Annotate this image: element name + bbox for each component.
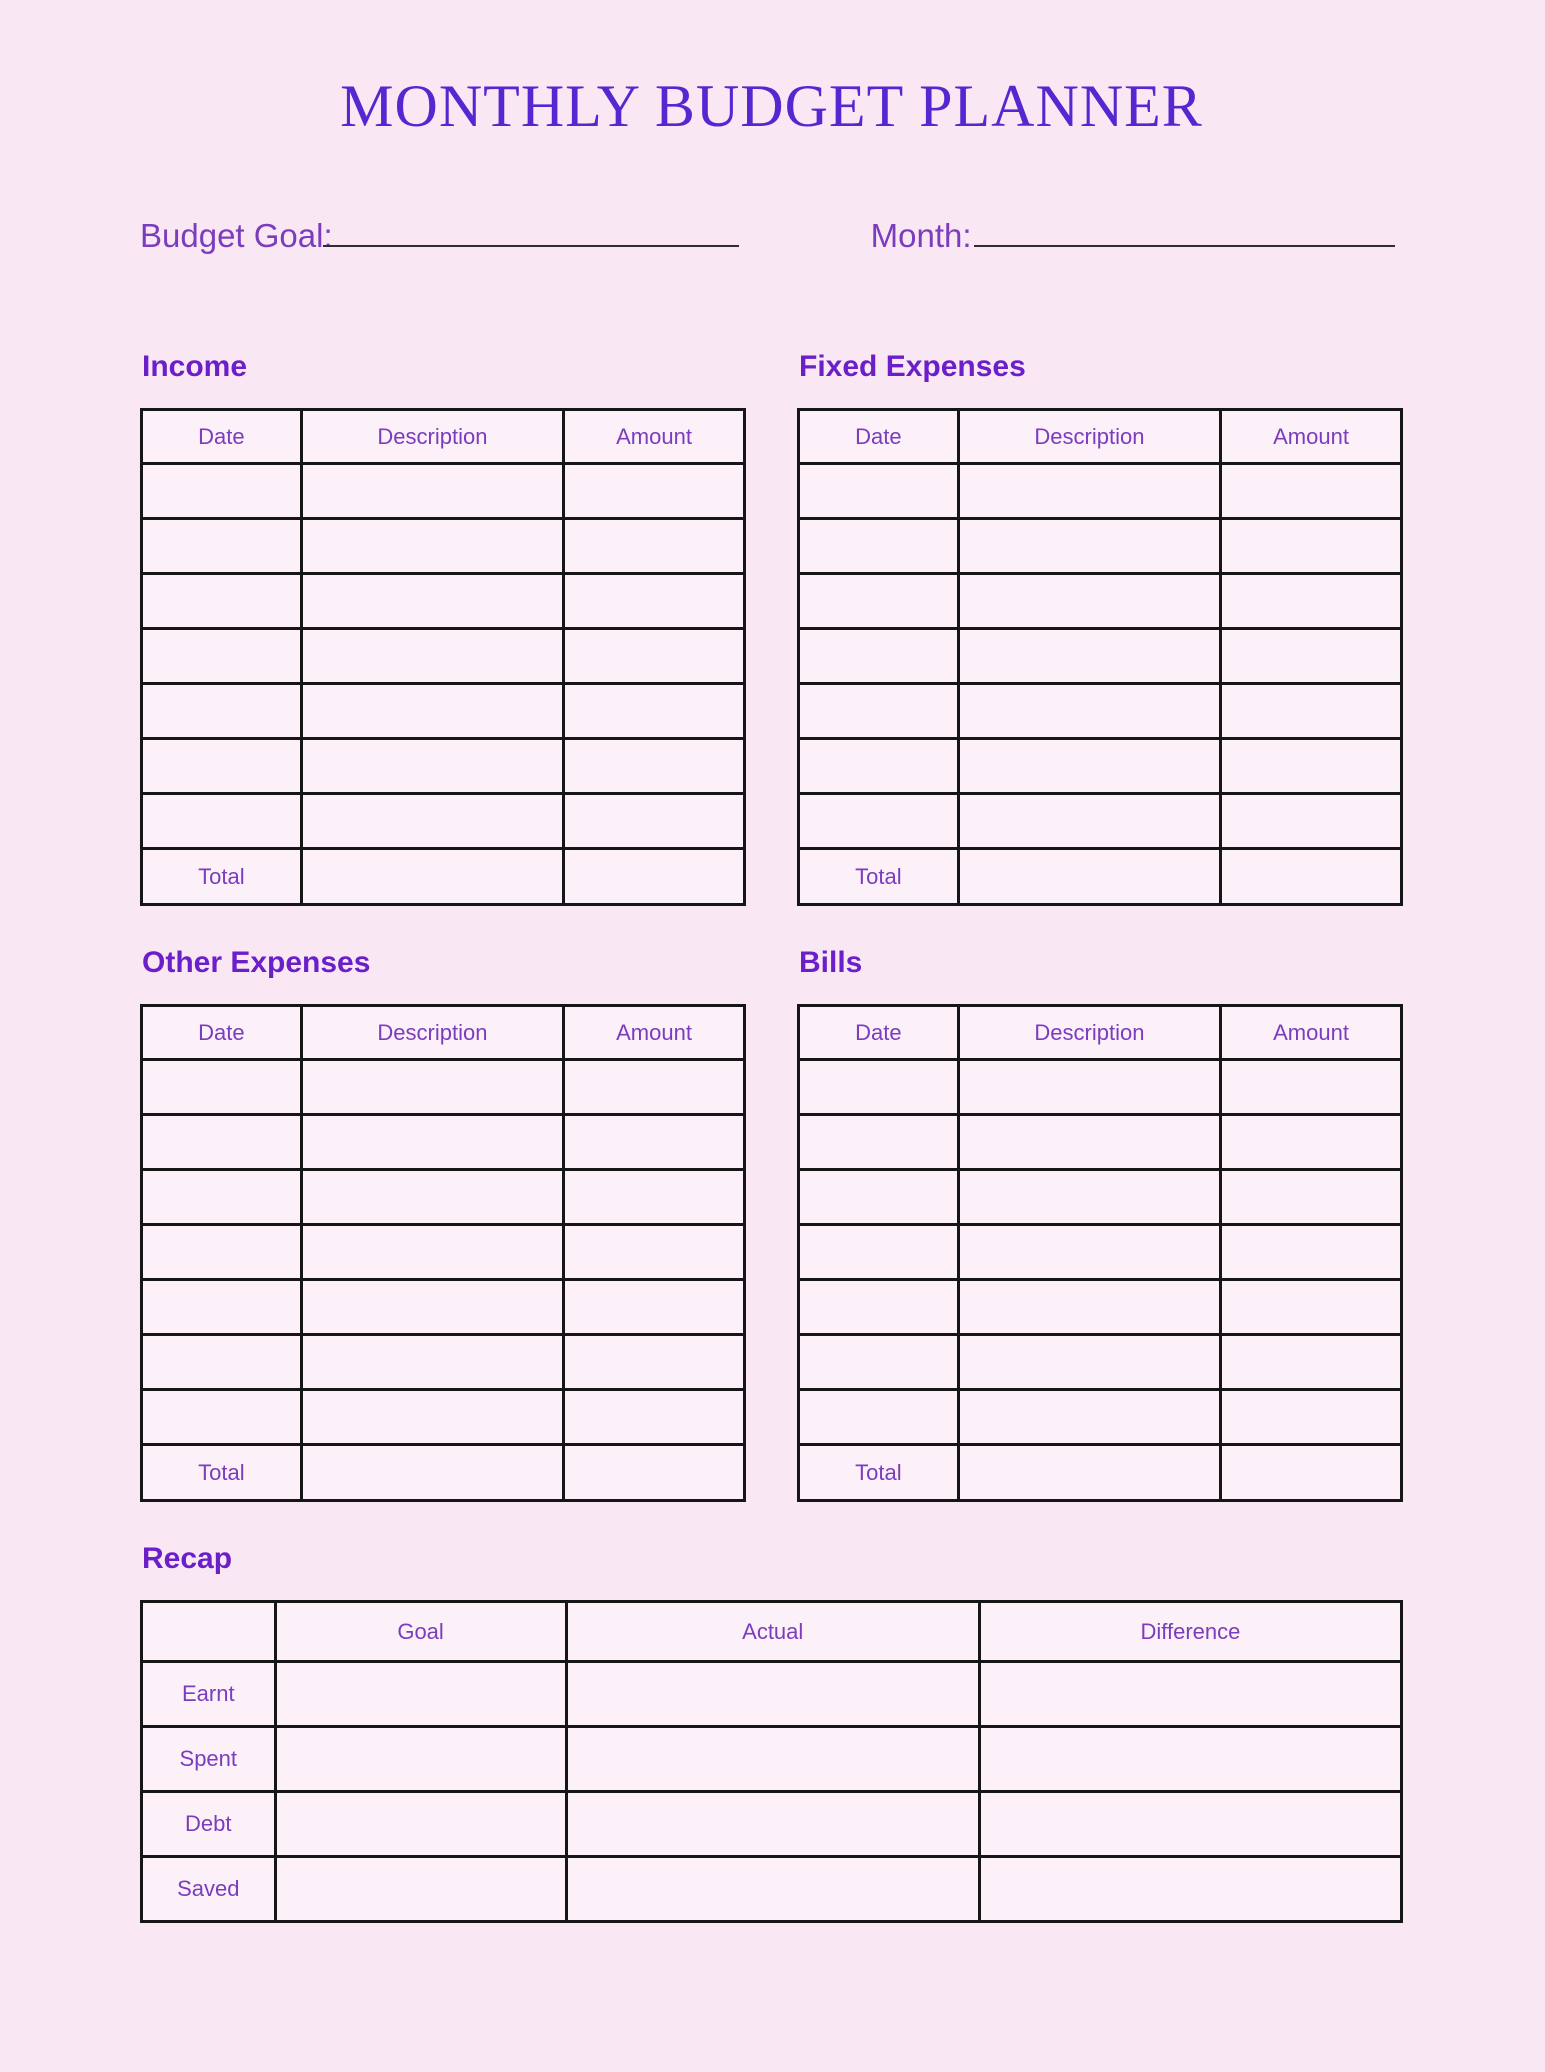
table-header-row xyxy=(799,1006,1402,1060)
entry-row xyxy=(142,1225,745,1280)
entry-description-cell[interactable] xyxy=(958,684,1220,739)
entry-description-cell[interactable] xyxy=(301,794,563,849)
section-fixed-expenses xyxy=(797,350,1403,906)
recap-row-label: Saved xyxy=(142,1857,276,1922)
entry-row xyxy=(142,1335,745,1390)
table-header-row xyxy=(142,410,745,464)
entry-date-cell[interactable] xyxy=(142,629,302,684)
entry-row xyxy=(799,574,1402,629)
entry-description-cell[interactable] xyxy=(958,1390,1220,1445)
column-header-amount: Amount xyxy=(1221,410,1402,464)
entry-amount-cell[interactable] xyxy=(1221,519,1402,574)
column-header-actual: Actual xyxy=(566,1602,979,1662)
entry-amount-cell[interactable] xyxy=(564,519,745,574)
column-header-amount: Amount xyxy=(564,1006,745,1060)
column-header-goal: Goal xyxy=(275,1602,566,1662)
column-header-date: Date xyxy=(799,1006,959,1060)
entry-date-cell[interactable] xyxy=(142,1390,302,1445)
entry-date-cell[interactable] xyxy=(799,574,959,629)
spent-difference-cell[interactable] xyxy=(979,1727,1401,1792)
entry-amount-cell[interactable] xyxy=(564,684,745,739)
budget-goal-input-line[interactable] xyxy=(323,207,739,247)
entry-description-cell[interactable] xyxy=(301,574,563,629)
debt-goal-cell[interactable] xyxy=(275,1792,566,1857)
entry-amount-cell[interactable] xyxy=(564,739,745,794)
entry-date-cell[interactable] xyxy=(799,519,959,574)
entry-date-cell[interactable] xyxy=(799,739,959,794)
earnt-goal-cell[interactable] xyxy=(275,1662,566,1727)
recap-row-label: Spent xyxy=(142,1727,276,1792)
entry-amount-cell[interactable] xyxy=(564,629,745,684)
entry-row xyxy=(142,519,745,574)
entry-row xyxy=(799,1335,1402,1390)
entry-amount-cell[interactable] xyxy=(1221,629,1402,684)
total-row xyxy=(799,1445,1402,1501)
entry-date-cell[interactable] xyxy=(799,684,959,739)
entry-row xyxy=(142,574,745,629)
entry-description-cell[interactable] xyxy=(301,1280,563,1335)
entry-row xyxy=(142,794,745,849)
entry-row xyxy=(142,1170,745,1225)
entry-amount-cell[interactable] xyxy=(1221,739,1402,794)
entry-date-cell[interactable] xyxy=(799,1225,959,1280)
top-fields-row xyxy=(140,207,1403,255)
column-header-date: Date xyxy=(799,410,959,464)
recap-row-label: Earnt xyxy=(142,1662,276,1727)
entry-row xyxy=(799,684,1402,739)
entry-amount-cell[interactable] xyxy=(1221,1060,1402,1115)
entry-date-cell[interactable] xyxy=(142,519,302,574)
month-field xyxy=(871,207,1395,255)
entry-date-cell[interactable] xyxy=(799,464,959,519)
entry-row xyxy=(142,1115,745,1170)
entry-amount-cell[interactable] xyxy=(1221,1335,1402,1390)
entry-description-cell[interactable] xyxy=(301,519,563,574)
entry-description-cell[interactable] xyxy=(301,684,563,739)
total-amount-cell[interactable] xyxy=(564,1445,745,1501)
saved-actual-cell[interactable] xyxy=(566,1857,979,1922)
income-table xyxy=(140,408,746,906)
recap-row-label: Debt xyxy=(142,1792,276,1857)
column-header-date: Date xyxy=(142,1006,302,1060)
entry-description-cell[interactable] xyxy=(958,1280,1220,1335)
fixed-expenses-heading: Fixed Expenses xyxy=(799,350,1026,383)
entry-row xyxy=(799,629,1402,684)
section-income xyxy=(140,350,746,906)
entry-date-cell[interactable] xyxy=(142,1280,302,1335)
total-label: Total xyxy=(142,849,302,905)
total-label: Total xyxy=(142,1445,302,1501)
fixed-expenses-table xyxy=(797,408,1403,906)
recap-row-saved xyxy=(142,1857,1402,1922)
section-other-expenses xyxy=(140,946,746,1502)
entry-description-cell[interactable] xyxy=(958,739,1220,794)
entry-row xyxy=(142,1060,745,1115)
budget-goal-field xyxy=(140,207,739,255)
entry-row xyxy=(142,1280,745,1335)
entry-amount-cell[interactable] xyxy=(564,574,745,629)
recap-header-row xyxy=(142,1602,1402,1662)
entry-row xyxy=(799,1060,1402,1115)
recap-row-earnt xyxy=(142,1662,1402,1727)
saved-difference-cell[interactable] xyxy=(979,1857,1401,1922)
entry-amount-cell[interactable] xyxy=(564,1225,745,1280)
entry-description-cell[interactable] xyxy=(958,1170,1220,1225)
entry-amount-cell[interactable] xyxy=(564,1390,745,1445)
entry-date-cell[interactable] xyxy=(142,684,302,739)
entry-row xyxy=(799,1170,1402,1225)
entry-amount-cell[interactable] xyxy=(1221,1390,1402,1445)
entry-amount-cell[interactable] xyxy=(564,1060,745,1115)
other-expenses-table xyxy=(140,1004,746,1502)
total-description-cell[interactable] xyxy=(301,1445,563,1501)
entry-description-cell[interactable] xyxy=(301,1335,563,1390)
spent-goal-cell[interactable] xyxy=(275,1727,566,1792)
entry-description-cell[interactable] xyxy=(301,739,563,794)
entry-description-cell[interactable] xyxy=(958,794,1220,849)
total-amount-cell[interactable] xyxy=(1221,849,1402,905)
entry-date-cell[interactable] xyxy=(142,574,302,629)
bills-heading: Bills xyxy=(799,946,863,979)
entry-description-cell[interactable] xyxy=(301,1225,563,1280)
entry-amount-cell[interactable] xyxy=(1221,794,1402,849)
other-expenses-heading: Other Expenses xyxy=(142,946,371,979)
entry-row xyxy=(142,739,745,794)
total-row xyxy=(799,849,1402,905)
entry-amount-cell[interactable] xyxy=(1221,464,1402,519)
entry-date-cell[interactable] xyxy=(142,1225,302,1280)
recap-row-debt xyxy=(142,1792,1402,1857)
entry-amount-cell[interactable] xyxy=(564,1335,745,1390)
entry-row xyxy=(799,1115,1402,1170)
total-description-cell[interactable] xyxy=(958,1445,1220,1501)
entry-description-cell[interactable] xyxy=(301,1115,563,1170)
total-label: Total xyxy=(799,849,959,905)
recap-row-spent xyxy=(142,1727,1402,1792)
entry-description-cell[interactable] xyxy=(958,464,1220,519)
entry-date-cell[interactable] xyxy=(142,794,302,849)
column-header-description: Description xyxy=(301,410,563,464)
entry-amount-cell[interactable] xyxy=(564,1115,745,1170)
recap-corner-cell xyxy=(142,1602,276,1662)
total-description-cell[interactable] xyxy=(958,849,1220,905)
entry-amount-cell[interactable] xyxy=(1221,684,1402,739)
entry-date-cell[interactable] xyxy=(142,1060,302,1115)
column-header-description: Description xyxy=(958,1006,1220,1060)
entry-row xyxy=(799,794,1402,849)
entry-amount-cell[interactable] xyxy=(564,1280,745,1335)
entry-date-cell[interactable] xyxy=(142,1170,302,1225)
entry-row xyxy=(799,464,1402,519)
entry-description-cell[interactable] xyxy=(958,1335,1220,1390)
debt-actual-cell[interactable] xyxy=(566,1792,979,1857)
entry-amount-cell[interactable] xyxy=(564,464,745,519)
expense-sections-grid xyxy=(140,350,1403,1502)
saved-goal-cell[interactable] xyxy=(275,1857,566,1922)
entry-amount-cell[interactable] xyxy=(1221,1170,1402,1225)
recap-heading: Recap xyxy=(142,1542,233,1575)
total-row xyxy=(142,1445,745,1501)
entry-amount-cell[interactable] xyxy=(1221,574,1402,629)
income-heading: Income xyxy=(142,350,248,383)
earnt-actual-cell[interactable] xyxy=(566,1662,979,1727)
total-amount-cell[interactable] xyxy=(564,849,745,905)
budget-goal-label: Budget Goal: xyxy=(140,217,333,254)
total-description-cell[interactable] xyxy=(301,849,563,905)
entry-row xyxy=(142,629,745,684)
entry-amount-cell[interactable] xyxy=(1221,1115,1402,1170)
entry-row xyxy=(142,684,745,739)
debt-difference-cell[interactable] xyxy=(979,1792,1401,1857)
entry-row xyxy=(799,1280,1402,1335)
entry-date-cell[interactable] xyxy=(799,1060,959,1115)
month-label: Month: xyxy=(870,217,972,254)
entry-date-cell[interactable] xyxy=(799,1170,959,1225)
entry-description-cell[interactable] xyxy=(958,1115,1220,1170)
entry-row xyxy=(142,464,745,519)
entry-amount-cell[interactable] xyxy=(564,794,745,849)
entry-description-cell[interactable] xyxy=(958,519,1220,574)
entry-date-cell[interactable] xyxy=(799,794,959,849)
bills-table xyxy=(797,1004,1403,1502)
entry-description-cell[interactable] xyxy=(958,1060,1220,1115)
table-header-row xyxy=(142,1006,745,1060)
recap-table xyxy=(140,1600,1403,1923)
entry-date-cell[interactable] xyxy=(142,1335,302,1390)
entry-row xyxy=(142,1390,745,1445)
column-header-date: Date xyxy=(142,410,302,464)
entry-amount-cell[interactable] xyxy=(1221,1280,1402,1335)
table-header-row xyxy=(799,410,1402,464)
page-title: MONTHLY BUDGET PLANNER xyxy=(340,73,1203,139)
entry-date-cell[interactable] xyxy=(799,1390,959,1445)
entry-date-cell[interactable] xyxy=(799,629,959,684)
earnt-difference-cell[interactable] xyxy=(979,1662,1401,1727)
entry-date-cell[interactable] xyxy=(799,1335,959,1390)
spent-actual-cell[interactable] xyxy=(566,1727,979,1792)
entry-description-cell[interactable] xyxy=(958,629,1220,684)
entry-row xyxy=(799,519,1402,574)
section-bills xyxy=(797,946,1403,1502)
entry-date-cell[interactable] xyxy=(142,739,302,794)
entry-row xyxy=(799,1225,1402,1280)
entry-row xyxy=(799,739,1402,794)
column-header-amount: Amount xyxy=(1221,1006,1402,1060)
entry-row xyxy=(799,1390,1402,1445)
entry-date-cell[interactable] xyxy=(799,1115,959,1170)
month-input-line[interactable] xyxy=(974,207,1395,247)
total-amount-cell[interactable] xyxy=(1221,1445,1402,1501)
column-header-difference: Difference xyxy=(979,1602,1401,1662)
total-label: Total xyxy=(799,1445,959,1501)
column-header-description: Description xyxy=(958,410,1220,464)
entry-description-cell[interactable] xyxy=(301,1060,563,1115)
entry-description-cell[interactable] xyxy=(301,464,563,519)
entry-amount-cell[interactable] xyxy=(564,1170,745,1225)
column-header-amount: Amount xyxy=(564,410,745,464)
entry-date-cell[interactable] xyxy=(799,1280,959,1335)
entry-description-cell[interactable] xyxy=(958,1225,1220,1280)
entry-description-cell[interactable] xyxy=(301,1390,563,1445)
entry-description-cell[interactable] xyxy=(958,574,1220,629)
entry-date-cell[interactable] xyxy=(142,464,302,519)
section-recap xyxy=(140,1542,1403,1923)
column-header-description: Description xyxy=(301,1006,563,1060)
planner-page xyxy=(0,72,1545,1923)
total-row xyxy=(142,849,745,905)
entry-amount-cell[interactable] xyxy=(1221,1225,1402,1280)
entry-description-cell[interactable] xyxy=(301,629,563,684)
entry-date-cell[interactable] xyxy=(142,1115,302,1170)
entry-description-cell[interactable] xyxy=(301,1170,563,1225)
